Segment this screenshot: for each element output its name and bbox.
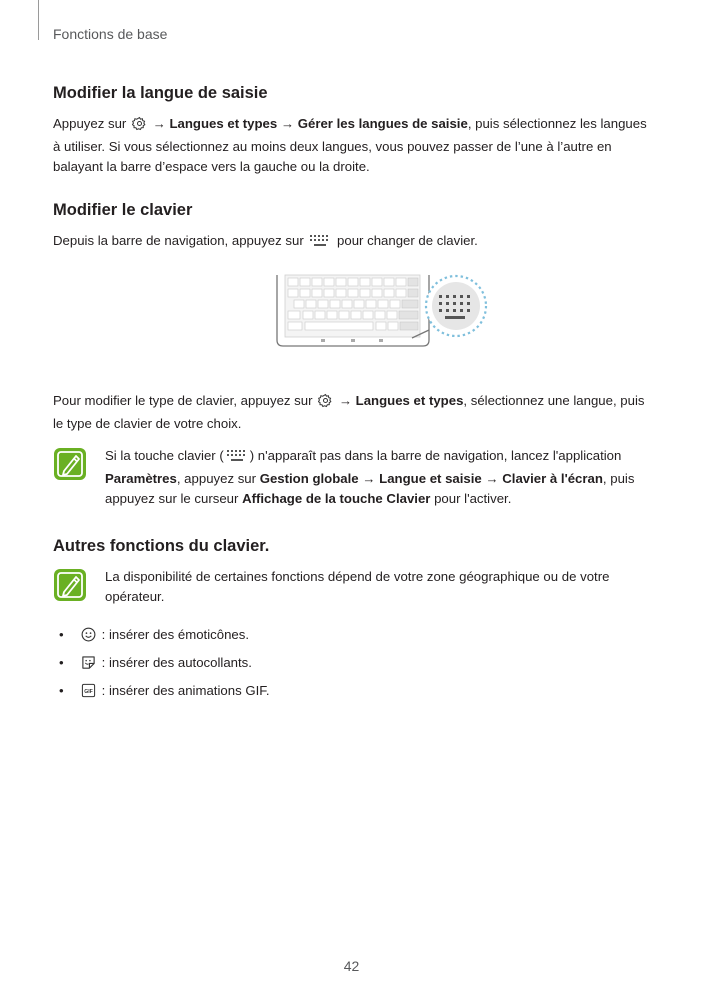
text-run: pour changer de clavier. [333,233,478,248]
section-paragraph [53,231,653,254]
note-text [105,446,653,509]
section-input-language [53,82,653,177]
header-rule [38,0,39,40]
arrow-text: → [335,393,356,408]
feature-list [53,625,653,704]
note-block [53,567,653,607]
bullet: • [59,655,64,670]
bold-term: Langue et saisie [379,471,482,486]
list-item-text: : insérer des autocollants. [98,655,252,670]
bold-term: Paramètres [105,471,177,486]
bold-term: Clavier à l'écran [502,471,603,486]
gif-icon [81,683,96,704]
bold-term: Affichage de la touche Clavier [242,491,431,506]
list-item [53,681,653,704]
settings-gear-icon [132,116,147,137]
settings-gear-icon [318,393,333,414]
text-run: ) n'apparaît pas dans la barre de navigation, lancez l'application [249,448,622,463]
gif-icon-label: GIF [84,688,93,695]
keyboard-icon [309,234,331,254]
text-run: , puis sélectionnez les langues à utiliser. Si vous sélectionnez au moins deux langues, vous pouvez passer de l’une à l’autre en balayant la barre d’espace vers la gauche ou la droite. [53,116,647,174]
page-header: Fonctions de base [53,26,168,42]
text-run: , appuyez sur [176,471,260,486]
arrow-text: → [481,471,503,486]
arrow-text: → [148,116,170,131]
list-item [53,653,653,676]
text-run: Pour modifier le type de clavier, appuyez sur [53,393,317,408]
text-run: Depuis la barre de navigation, appuyez sur [53,233,308,248]
bullet: • [59,683,64,698]
list-item-text: : insérer des animations GIF. [98,683,270,698]
bold-term: Gestion globale [259,471,359,486]
arrow-text: → [358,471,380,486]
note-pencil-icon [53,447,87,481]
section-change-keyboard [53,199,653,509]
keyboard-icon [226,449,248,469]
emoticon-icon [81,627,96,648]
page-content [53,82,653,709]
note-text: La disponibilité de certaines fonctions dépend de votre zone géographique ou de votre opérateur. [105,569,610,604]
section-paragraph [53,114,653,177]
sticker-icon [81,655,96,676]
section-other-keyboard-functions [53,535,653,704]
text-run: Appuyez sur [53,116,130,131]
bold-term: Langues et types [169,116,278,131]
arrow-text: → [277,116,298,131]
text-run: pour l'activer. [430,491,512,506]
section-title: Autres fonctions du clavier. [53,537,270,555]
list-item [53,625,653,648]
section-paragraph [53,391,653,434]
text-run: Si la touche clavier ( [105,448,224,463]
text-run: , puis appuyez sur le curseur [105,471,635,506]
section-title: Modifier le clavier [53,201,193,219]
keyboard-illustration [53,270,653,365]
page-number: 42 [343,958,360,974]
section-title: Modifier la langue de saisie [53,84,268,102]
bold-term: Gérer les langues de saisie [297,116,468,131]
text-run: , sélectionnez une langue, puis le type de clavier de votre choix. [53,393,645,431]
bullet: • [59,627,64,642]
note-block [53,446,653,509]
list-item-text: : insérer des émoticônes. [98,627,249,642]
note-pencil-icon [53,568,87,602]
bold-term: Langues et types [355,393,464,408]
